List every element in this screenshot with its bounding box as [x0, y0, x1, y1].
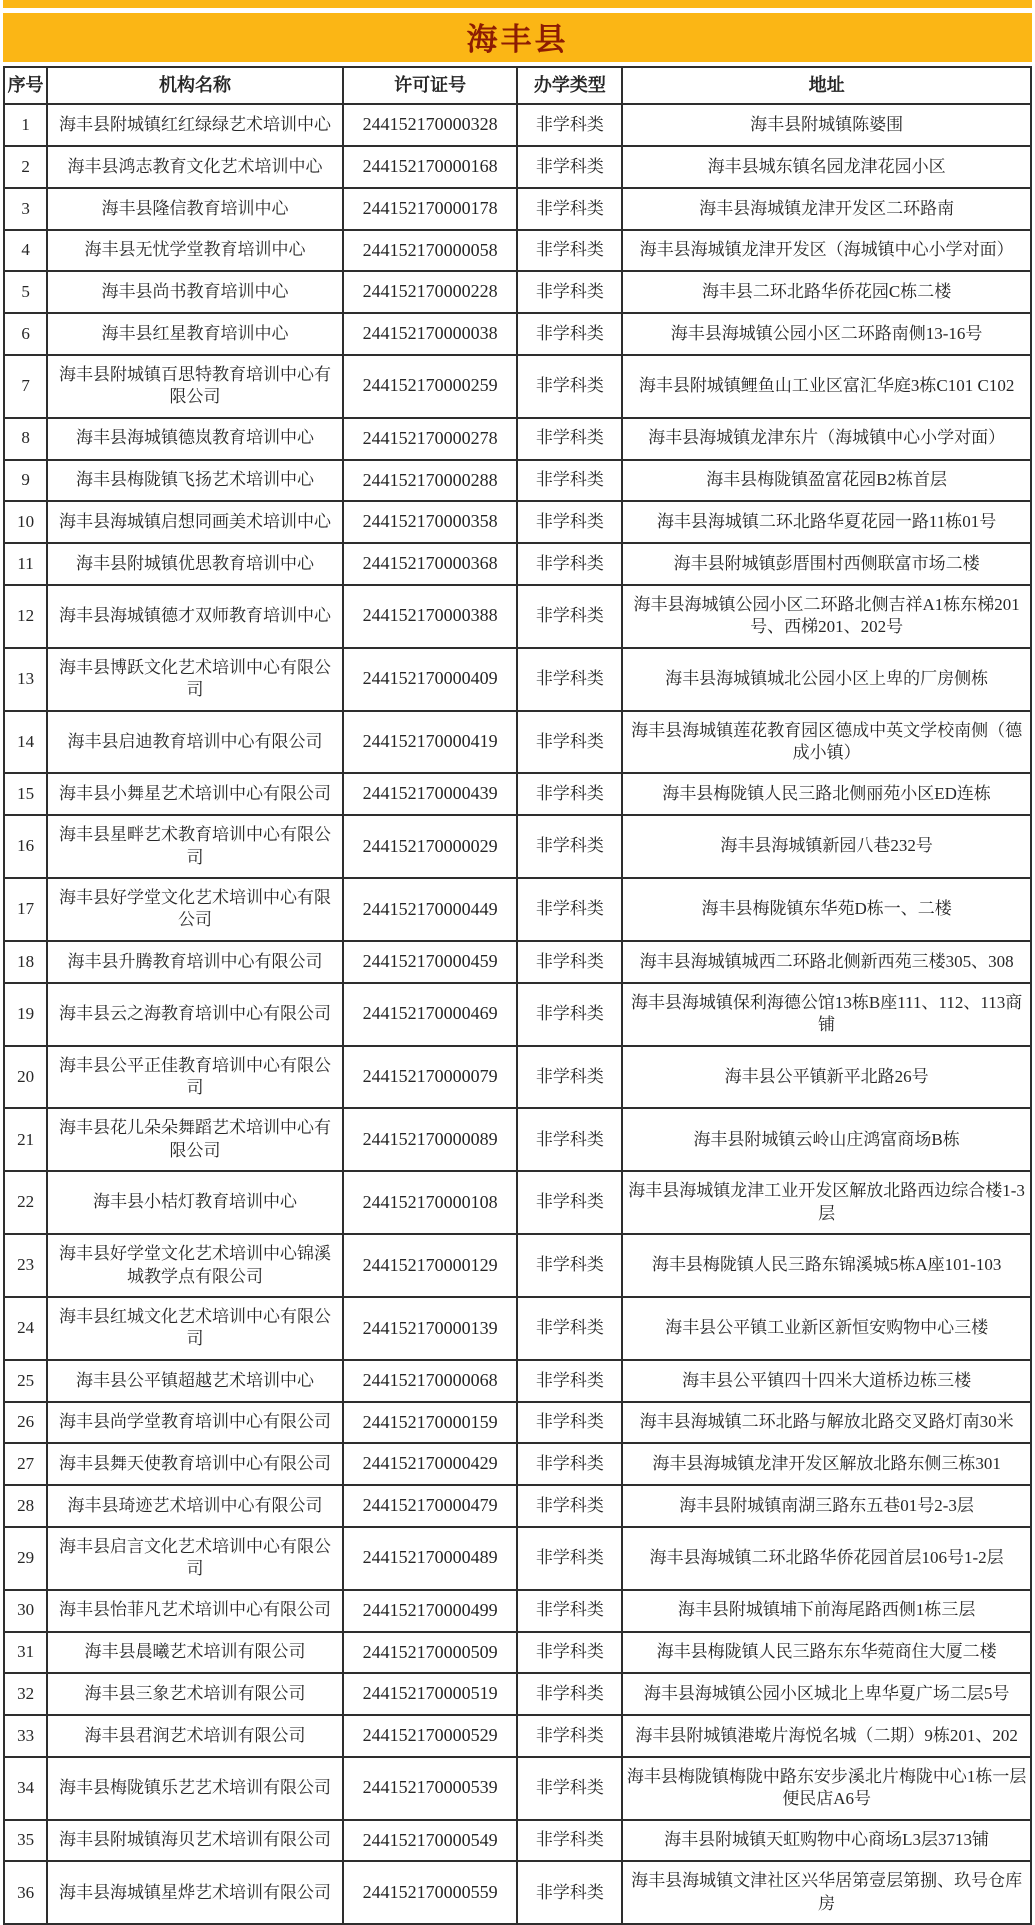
cell-license-number: 244152170000549: [343, 1820, 518, 1862]
table-row: [4, 1171, 1031, 1234]
cell-license-number: 244152170000079: [343, 1046, 518, 1109]
cell-school-type: 非学科类: [517, 1485, 622, 1527]
cell-license-number: 244152170000499: [343, 1590, 518, 1632]
cell-address: 海丰县附城镇彭厝围村西侧联富市场二楼: [622, 543, 1031, 585]
cell-institution-name: 海丰县星畔艺术教育培训中心有限公司: [47, 815, 343, 878]
cell-school-type: 非学科类: [517, 1108, 622, 1171]
cell-school-type: 非学科类: [517, 230, 622, 272]
cell-serial-number: 29: [4, 1527, 47, 1590]
cell-institution-name: 海丰县舞天使教育培训中心有限公司: [47, 1443, 343, 1485]
cell-school-type: 非学科类: [517, 1632, 622, 1674]
cell-serial-number: 16: [4, 815, 47, 878]
table-row: [4, 878, 1031, 941]
cell-address: 海丰县公平镇四十四米大道桥边栋三楼: [622, 1360, 1031, 1402]
table-row: [4, 585, 1031, 648]
cell-license-number: 244152170000288: [343, 460, 518, 502]
cell-institution-name: 海丰县附城镇百思特教育培训中心有限公司: [47, 355, 343, 418]
cell-school-type: 非学科类: [517, 585, 622, 648]
cell-address: 海丰县附城镇港墘片海悦名城（二期）9栋201、202: [622, 1715, 1031, 1757]
table-row: [4, 1820, 1031, 1862]
table-row: [4, 711, 1031, 774]
cell-license-number: 244152170000178: [343, 188, 518, 230]
cell-license-number: 244152170000089: [343, 1108, 518, 1171]
cell-serial-number: 24: [4, 1297, 47, 1360]
cell-institution-name: 海丰县附城镇海贝艺术培训有限公司: [47, 1820, 343, 1862]
table-row: [4, 1861, 1031, 1924]
cell-institution-name: 海丰县附城镇优思教育培训中心: [47, 543, 343, 585]
cell-serial-number: 25: [4, 1360, 47, 1402]
header-school-type: 办学类型: [517, 67, 622, 104]
page-title: 海丰县: [466, 22, 569, 57]
cell-serial-number: 32: [4, 1673, 47, 1715]
cell-institution-name: 海丰县红星教育培训中心: [47, 313, 343, 355]
cell-address: 海丰县梅陇镇人民三路东锦溪城5栋A座101-103: [622, 1234, 1031, 1297]
cell-serial-number: 28: [4, 1485, 47, 1527]
cell-institution-name: 海丰县小舞星艺术培训中心有限公司: [47, 773, 343, 815]
cell-serial-number: 3: [4, 188, 47, 230]
cell-school-type: 非学科类: [517, 1590, 622, 1632]
cell-license-number: 244152170000159: [343, 1402, 518, 1444]
cell-address: 海丰县海城镇龙津工业开发区解放北路西边综合楼1-3层: [622, 1171, 1031, 1234]
cell-school-type: 非学科类: [517, 146, 622, 188]
cell-serial-number: 9: [4, 460, 47, 502]
cell-address: 海丰县海城镇龙津开发区（海城镇中心小学对面）: [622, 230, 1031, 272]
cell-license-number: 244152170000529: [343, 1715, 518, 1757]
cell-license-number: 244152170000449: [343, 878, 518, 941]
cell-serial-number: 8: [4, 418, 47, 460]
cell-institution-name: 海丰县好学堂文化艺术培训中心有限公司: [47, 878, 343, 941]
cell-serial-number: 5: [4, 271, 47, 313]
cell-serial-number: 12: [4, 585, 47, 648]
table-row: [4, 418, 1031, 460]
cell-institution-name: 海丰县附城镇红红绿绿艺术培训中心: [47, 104, 343, 146]
cell-institution-name: 海丰县海城镇星烨艺术培训有限公司: [47, 1861, 343, 1924]
cell-address: 海丰县海城镇新园八巷232号: [622, 815, 1031, 878]
cell-license-number: 244152170000479: [343, 1485, 518, 1527]
cell-institution-name: 海丰县无忧学堂教育培训中心: [47, 230, 343, 272]
cell-serial-number: 17: [4, 878, 47, 941]
cell-license-number: 244152170000139: [343, 1297, 518, 1360]
table-row: [4, 1443, 1031, 1485]
cell-license-number: 244152170000108: [343, 1171, 518, 1234]
table-row: [4, 543, 1031, 585]
cell-serial-number: 10: [4, 501, 47, 543]
cell-school-type: 非学科类: [517, 501, 622, 543]
cell-address: 海丰县海城镇龙津开发区解放北路东侧三栋301: [622, 1443, 1031, 1485]
cell-license-number: 244152170000509: [343, 1632, 518, 1674]
cell-school-type: 非学科类: [517, 1402, 622, 1444]
cell-serial-number: 18: [4, 941, 47, 983]
cell-serial-number: 14: [4, 711, 47, 774]
cell-address: 海丰县附城镇天虹购物中心商场L3层3713铺: [622, 1820, 1031, 1862]
cell-address: 海丰县城东镇名园龙津花园小区: [622, 146, 1031, 188]
cell-address: 海丰县海城镇文津社区兴华居第壹层第捌、玖号仓库房: [622, 1861, 1031, 1924]
table-row: [4, 1673, 1031, 1715]
cell-license-number: 244152170000228: [343, 271, 518, 313]
cell-license-number: 244152170000459: [343, 941, 518, 983]
cell-school-type: 非学科类: [517, 543, 622, 585]
cell-school-type: 非学科类: [517, 1673, 622, 1715]
cell-license-number: 244152170000278: [343, 418, 518, 460]
cell-address: 海丰县海城镇城西二环路北侧新西苑三楼305、308: [622, 941, 1031, 983]
cell-address: 海丰县附城镇南湖三路东五巷01号2-3层: [622, 1485, 1031, 1527]
cell-serial-number: 7: [4, 355, 47, 418]
table-row: [4, 1234, 1031, 1297]
cell-serial-number: 11: [4, 543, 47, 585]
cell-institution-name: 海丰县花儿朵朵舞蹈艺术培训中心有限公司: [47, 1108, 343, 1171]
cell-address: 海丰县海城镇公园小区城北上卑华夏广场二层5号: [622, 1673, 1031, 1715]
cell-address: 海丰县公平镇新平北路26号: [622, 1046, 1031, 1109]
cell-license-number: 244152170000559: [343, 1861, 518, 1924]
cell-institution-name: 海丰县梅陇镇飞扬艺术培训中心: [47, 460, 343, 502]
cell-serial-number: 15: [4, 773, 47, 815]
cell-institution-name: 海丰县云之海教育培训中心有限公司: [47, 983, 343, 1046]
cell-license-number: 244152170000038: [343, 313, 518, 355]
cell-institution-name: 海丰县鸿志教育文化艺术培训中心: [47, 146, 343, 188]
cell-serial-number: 22: [4, 1171, 47, 1234]
table-row: [4, 1402, 1031, 1444]
table-row: [4, 941, 1031, 983]
cell-address: 海丰县海城镇城北公园小区上卑的厂房侧栋: [622, 648, 1031, 711]
table-row: [4, 230, 1031, 272]
cell-license-number: 244152170000368: [343, 543, 518, 585]
cell-address: 海丰县梅陇镇盈富花园B2栋首层: [622, 460, 1031, 502]
cell-institution-name: 海丰县启迪教育培训中心有限公司: [47, 711, 343, 774]
cell-school-type: 非学科类: [517, 188, 622, 230]
cell-address: 海丰县公平镇工业新区新恒安购物中心三楼: [622, 1297, 1031, 1360]
cell-serial-number: 6: [4, 313, 47, 355]
cell-school-type: 非学科类: [517, 1820, 622, 1862]
cell-license-number: 244152170000519: [343, 1673, 518, 1715]
cell-school-type: 非学科类: [517, 1757, 622, 1820]
cell-serial-number: 19: [4, 983, 47, 1046]
cell-serial-number: 1: [4, 104, 47, 146]
cell-address: 海丰县梅陇镇东华苑D栋一、二楼: [622, 878, 1031, 941]
cell-school-type: 非学科类: [517, 1527, 622, 1590]
cell-serial-number: 31: [4, 1632, 47, 1674]
cell-school-type: 非学科类: [517, 418, 622, 460]
cell-school-type: 非学科类: [517, 1234, 622, 1297]
cell-school-type: 非学科类: [517, 1171, 622, 1234]
cell-license-number: 244152170000489: [343, 1527, 518, 1590]
cell-school-type: 非学科类: [517, 355, 622, 418]
cell-institution-name: 海丰县红城文化艺术培训中心有限公司: [47, 1297, 343, 1360]
cell-institution-name: 海丰县隆信教育培训中心: [47, 188, 343, 230]
cell-serial-number: 36: [4, 1861, 47, 1924]
cell-address: 海丰县海城镇二环北路华夏花园一路11栋01号: [622, 501, 1031, 543]
cell-license-number: 244152170000439: [343, 773, 518, 815]
cell-address: 海丰县梅陇镇人民三路东东华菀商住大厦二楼: [622, 1632, 1031, 1674]
cell-school-type: 非学科类: [517, 1715, 622, 1757]
cell-address: 海丰县海城镇二环北路华侨花园首层106号1-2层: [622, 1527, 1031, 1590]
cell-license-number: 244152170000358: [343, 501, 518, 543]
table-row: [4, 313, 1031, 355]
table-row: [4, 1527, 1031, 1590]
table-row: [4, 1360, 1031, 1402]
cell-school-type: 非学科类: [517, 878, 622, 941]
cell-address: 海丰县海城镇龙津开发区二环路南: [622, 188, 1031, 230]
cell-license-number: 244152170000259: [343, 355, 518, 418]
cell-serial-number: 33: [4, 1715, 47, 1757]
cell-address: 海丰县海城镇龙津东片（海城镇中心小学对面）: [622, 418, 1031, 460]
cell-institution-name: 海丰县三象艺术培训有限公司: [47, 1673, 343, 1715]
cell-serial-number: 20: [4, 1046, 47, 1109]
cell-school-type: 非学科类: [517, 815, 622, 878]
cell-license-number: 244152170000409: [343, 648, 518, 711]
cell-license-number: 244152170000029: [343, 815, 518, 878]
cell-license-number: 244152170000058: [343, 230, 518, 272]
cell-address: 海丰县海城镇公园小区二环路北侧吉祥A1栋东梯201号、西梯201、202号: [622, 585, 1031, 648]
cell-address: 海丰县梅陇镇人民三路北侧丽苑小区ED连栋: [622, 773, 1031, 815]
header-address: 地址: [622, 67, 1031, 104]
table-header-row: [4, 67, 1031, 104]
cell-address: 海丰县海城镇二环北路与解放北路交叉路灯南30米: [622, 1402, 1031, 1444]
table-row: [4, 501, 1031, 543]
cell-institution-name: 海丰县公平正佳教育培训中心有限公司: [47, 1046, 343, 1109]
cell-serial-number: 13: [4, 648, 47, 711]
table-row: [4, 188, 1031, 230]
cell-institution-name: 海丰县尚书教育培训中心: [47, 271, 343, 313]
cell-institution-name: 海丰县琦迹艺术培训中心有限公司: [47, 1485, 343, 1527]
cell-address: 海丰县附城镇陈婆围: [622, 104, 1031, 146]
cell-school-type: 非学科类: [517, 773, 622, 815]
cell-school-type: 非学科类: [517, 313, 622, 355]
cell-address: 海丰县附城镇鲤鱼山工业区富汇华庭3栋C101 C102: [622, 355, 1031, 418]
cell-school-type: 非学科类: [517, 983, 622, 1046]
cell-license-number: 244152170000388: [343, 585, 518, 648]
cell-institution-name: 海丰县小桔灯教育培训中心: [47, 1171, 343, 1234]
cell-institution-name: 海丰县博跃文化艺术培训中心有限公司: [47, 648, 343, 711]
cell-school-type: 非学科类: [517, 648, 622, 711]
cell-serial-number: 26: [4, 1402, 47, 1444]
table-row: [4, 773, 1031, 815]
county-title-band: [3, 13, 1032, 62]
table-header: [4, 67, 1031, 104]
cell-institution-name: 海丰县启言文化艺术培训中心有限公司: [47, 1527, 343, 1590]
table-row: [4, 1485, 1031, 1527]
cell-license-number: 244152170000419: [343, 711, 518, 774]
institutions-table: [3, 66, 1032, 1925]
cell-school-type: 非学科类: [517, 1443, 622, 1485]
cell-serial-number: 34: [4, 1757, 47, 1820]
table-row: [4, 983, 1031, 1046]
cell-address: 海丰县海城镇公园小区二环路南侧13-16号: [622, 313, 1031, 355]
cell-license-number: 244152170000129: [343, 1234, 518, 1297]
cell-institution-name: 海丰县海城镇启想同画美术培训中心: [47, 501, 343, 543]
cell-license-number: 244152170000429: [343, 1443, 518, 1485]
cell-school-type: 非学科类: [517, 104, 622, 146]
cell-serial-number: 35: [4, 1820, 47, 1862]
cell-school-type: 非学科类: [517, 941, 622, 983]
top-band-strip: [3, 0, 1032, 8]
cell-school-type: 非学科类: [517, 1046, 622, 1109]
cell-serial-number: 4: [4, 230, 47, 272]
cell-institution-name: 海丰县好学堂文化艺术培训中心锦溪城教学点有限公司: [47, 1234, 343, 1297]
cell-serial-number: 21: [4, 1108, 47, 1171]
table-row: [4, 1715, 1031, 1757]
cell-address: 海丰县二环北路华侨花园C栋二楼: [622, 271, 1031, 313]
cell-license-number: 244152170000539: [343, 1757, 518, 1820]
table-row: [4, 271, 1031, 313]
table-row: [4, 1590, 1031, 1632]
cell-license-number: 244152170000168: [343, 146, 518, 188]
header-serial-number: 序号: [4, 67, 47, 104]
table-row: [4, 1046, 1031, 1109]
cell-address: 海丰县附城镇埔下前海尾路西侧1栋三层: [622, 1590, 1031, 1632]
cell-serial-number: 27: [4, 1443, 47, 1485]
table-row: [4, 648, 1031, 711]
table-row: [4, 460, 1031, 502]
cell-institution-name: 海丰县公平镇超越艺术培训中心: [47, 1360, 343, 1402]
cell-license-number: 244152170000328: [343, 104, 518, 146]
table-row: [4, 355, 1031, 418]
table-row: [4, 1632, 1031, 1674]
cell-serial-number: 30: [4, 1590, 47, 1632]
cell-address: 海丰县梅陇镇梅陇中路东安步溪北片梅陇中心1栋一层便民店A6号: [622, 1757, 1031, 1820]
table-row: [4, 1297, 1031, 1360]
table-row: [4, 146, 1031, 188]
cell-address: 海丰县海城镇莲花教育园区德成中英文学校南侧（德成小镇）: [622, 711, 1031, 774]
cell-institution-name: 海丰县晨曦艺术培训有限公司: [47, 1632, 343, 1674]
cell-license-number: 244152170000469: [343, 983, 518, 1046]
cell-school-type: 非学科类: [517, 271, 622, 313]
cell-institution-name: 海丰县海城镇德才双师教育培训中心: [47, 585, 343, 648]
table-row: [4, 104, 1031, 146]
header-institution-name: 机构名称: [47, 67, 343, 104]
cell-address: 海丰县附城镇云岭山庄鸿富商场B栋: [622, 1108, 1031, 1171]
table-row: [4, 1757, 1031, 1820]
table-row: [4, 815, 1031, 878]
cell-license-number: 244152170000068: [343, 1360, 518, 1402]
cell-serial-number: 23: [4, 1234, 47, 1297]
cell-institution-name: 海丰县尚学堂教育培训中心有限公司: [47, 1402, 343, 1444]
cell-school-type: 非学科类: [517, 460, 622, 502]
header-license-number: 许可证号: [343, 67, 518, 104]
table-row: [4, 1108, 1031, 1171]
cell-school-type: 非学科类: [517, 711, 622, 774]
table-body: [4, 104, 1031, 1924]
cell-institution-name: 海丰县君润艺术培训有限公司: [47, 1715, 343, 1757]
cell-institution-name: 海丰县海城镇德岚教育培训中心: [47, 418, 343, 460]
cell-address: 海丰县海城镇保利海德公馆13栋B座111、112、113商铺: [622, 983, 1031, 1046]
cell-school-type: 非学科类: [517, 1297, 622, 1360]
cell-institution-name: 海丰县怡菲凡艺术培训中心有限公司: [47, 1590, 343, 1632]
cell-institution-name: 海丰县梅陇镇乐艺艺术培训有限公司: [47, 1757, 343, 1820]
cell-serial-number: 2: [4, 146, 47, 188]
cell-institution-name: 海丰县升腾教育培训中心有限公司: [47, 941, 343, 983]
cell-school-type: 非学科类: [517, 1360, 622, 1402]
cell-school-type: 非学科类: [517, 1861, 622, 1924]
